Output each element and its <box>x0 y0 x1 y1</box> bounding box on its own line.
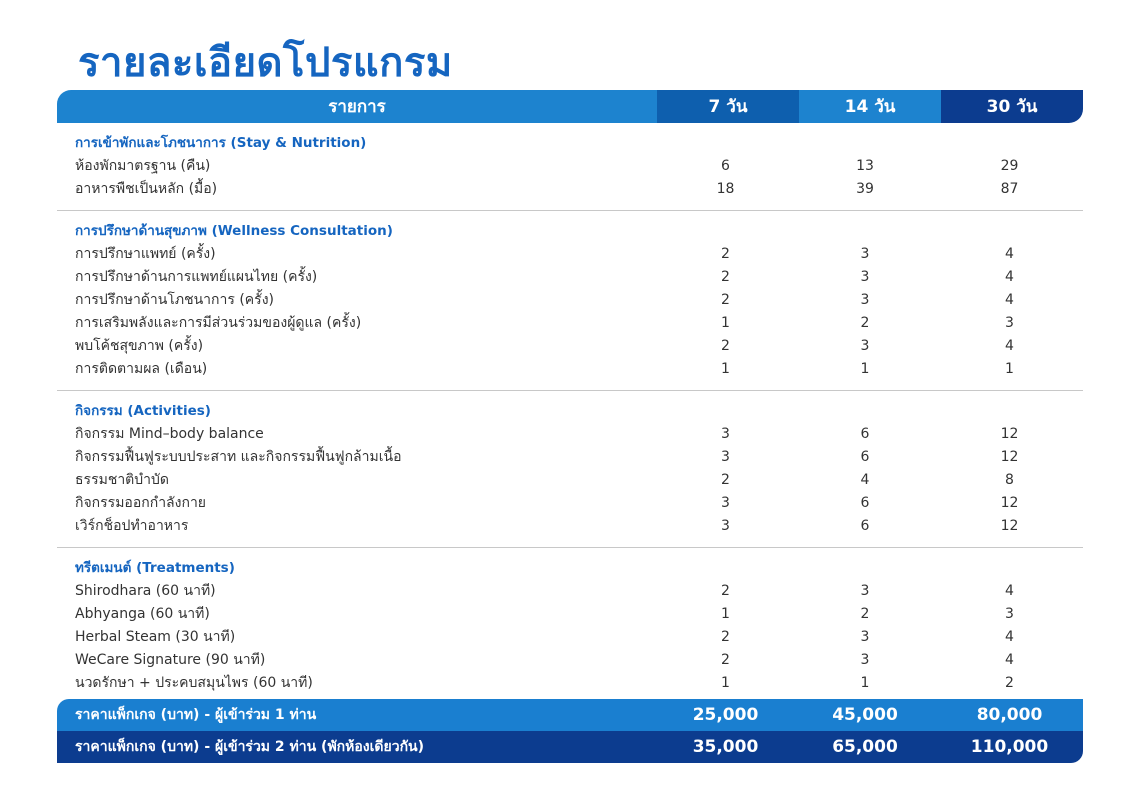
row-label: พบโค้ชสุขภาพ (ครั้ง) <box>75 337 204 354</box>
value-7-days: 3 <box>721 517 730 534</box>
row-label: นวดรักษา + ประคบสมุนไพร (60 นาที) <box>75 674 313 691</box>
row-label: ห้องพักมาตรฐาน (คืน) <box>75 157 211 174</box>
value-7-days: 1 <box>721 674 730 691</box>
value-7-days: 3 <box>721 494 730 511</box>
row-label: Abhyanga (60 นาที) <box>75 605 210 622</box>
table-row <box>57 625 1083 648</box>
section <box>57 211 1083 391</box>
row-label: Shirodhara (60 นาที) <box>75 582 216 599</box>
value-30-days: 3 <box>1005 605 1014 622</box>
table-row <box>57 422 1083 445</box>
table-row <box>57 334 1083 357</box>
value-30-days: 4 <box>1005 245 1014 262</box>
value-14-days: 3 <box>860 268 870 285</box>
value-30-days: 3 <box>1005 314 1014 331</box>
row-label: อาหารพืชเป็นหลัก (มื้อ) <box>75 180 218 197</box>
table-row <box>57 357 1083 380</box>
table-row <box>57 648 1083 671</box>
table-row <box>57 154 1083 177</box>
price-14-days: 65,000 <box>832 737 898 757</box>
value-30-days: 1 <box>1005 360 1014 377</box>
price-7-days: 35,000 <box>692 737 759 757</box>
value-30-days: 8 <box>1005 471 1014 488</box>
value-7-days: 1 <box>721 605 730 622</box>
row-label: การปรึกษาด้านโภชนาการ (ครั้ง) <box>75 291 274 308</box>
section <box>57 548 1083 699</box>
value-30-days: 87 <box>1000 180 1019 197</box>
value-7-days: 3 <box>721 448 730 465</box>
value-14-days: 4 <box>860 471 870 488</box>
table-row <box>57 602 1083 625</box>
row-label: การปรึกษาด้านการแพทย์แผนไทย (ครั้ง) <box>75 268 318 285</box>
value-30-days: 4 <box>1005 291 1014 308</box>
value-7-days: 2 <box>721 268 730 285</box>
value-7-days: 2 <box>721 628 730 645</box>
value-14-days: 1 <box>860 360 870 377</box>
value-7-days: 2 <box>721 245 730 262</box>
program-table <box>57 90 1083 763</box>
value-14-days: 1 <box>860 674 870 691</box>
value-30-days: 4 <box>1005 651 1014 668</box>
table-row <box>57 671 1083 694</box>
value-14-days: 6 <box>860 448 870 465</box>
value-30-days: 4 <box>1005 582 1014 599</box>
price-7-days: 25,000 <box>692 705 759 725</box>
section-title: การเข้าพักและโภชนาการ (Stay & Nutrition) <box>75 135 367 151</box>
table-row <box>57 288 1083 311</box>
table-row <box>57 242 1083 265</box>
price-30-days: 80,000 <box>976 705 1043 725</box>
value-30-days: 4 <box>1005 628 1014 645</box>
value-30-days: 12 <box>1000 448 1019 465</box>
section-title: กิจกรรม (Activities) <box>75 403 211 419</box>
value-30-days: 4 <box>1005 337 1014 354</box>
value-7-days: 3 <box>721 425 730 442</box>
price-30-days: 110,000 <box>970 737 1049 757</box>
section-title: การปรึกษาด้านสุขภาพ (Wellness Consultation) <box>75 223 393 239</box>
header-7-days: 7 วัน <box>657 90 799 123</box>
value-14-days: 3 <box>860 582 870 599</box>
row-label: เวิร์กช็อปทำอาหาร <box>75 517 189 534</box>
table-row <box>57 514 1083 537</box>
value-30-days: 29 <box>1000 157 1019 174</box>
section-title: ทรีตเมนต์ (Treatments) <box>75 560 235 576</box>
value-30-days: 2 <box>1005 674 1014 691</box>
row-label: การปรึกษาแพทย์ (ครั้ง) <box>75 245 216 262</box>
value-7-days: 2 <box>721 651 730 668</box>
page-title: รายละเอียดโปรแกรม <box>78 40 453 86</box>
header-item: รายการ <box>57 90 657 123</box>
value-7-days: 2 <box>721 291 730 308</box>
value-14-days: 2 <box>860 605 870 622</box>
table-header <box>57 90 1083 123</box>
price-row <box>57 731 1083 763</box>
value-14-days: 3 <box>860 651 870 668</box>
price-14-days: 45,000 <box>832 705 898 725</box>
value-14-days: 6 <box>860 517 870 534</box>
value-7-days: 2 <box>721 471 730 488</box>
price-label: ราคาแพ็กเกจ (บาท) - ผู้เข้าร่วม 1 ท่าน <box>75 707 317 723</box>
value-7-days: 1 <box>721 360 730 377</box>
section <box>57 391 1083 548</box>
value-7-days: 1 <box>721 314 730 331</box>
value-14-days: 3 <box>860 245 870 262</box>
header-14-days: 14 วัน <box>799 90 941 123</box>
row-label: ธรรมชาติบำบัด <box>75 471 169 488</box>
value-30-days: 12 <box>1000 517 1019 534</box>
row-label: WeCare Signature (90 นาที) <box>75 651 266 668</box>
value-14-days: 3 <box>860 337 870 354</box>
value-7-days: 6 <box>721 157 730 174</box>
value-30-days: 12 <box>1000 425 1019 442</box>
value-14-days: 2 <box>860 314 870 331</box>
row-label: การติดตามผล (เดือน) <box>75 360 208 377</box>
table-row <box>57 311 1083 334</box>
value-14-days: 13 <box>856 157 874 174</box>
section <box>57 123 1083 211</box>
price-row <box>57 699 1083 731</box>
header-30-days: 30 วัน <box>941 90 1083 123</box>
table-row <box>57 579 1083 602</box>
price-rows <box>57 699 1083 763</box>
table-row <box>57 265 1083 288</box>
row-label: Herbal Steam (30 นาที) <box>75 628 236 645</box>
table-body <box>57 123 1083 699</box>
row-label: กิจกรรมออกกำลังกาย <box>75 494 207 511</box>
table-row <box>57 491 1083 514</box>
value-7-days: 18 <box>716 180 735 197</box>
row-label: กิจกรรม Mind–body balance <box>75 425 264 442</box>
table-row <box>57 468 1083 491</box>
value-14-days: 3 <box>860 628 870 645</box>
value-14-days: 3 <box>860 291 870 308</box>
value-14-days: 6 <box>860 494 870 511</box>
row-label: การเสริมพลังและการมีส่วนร่วมของผู้ดูแล (ครั้ง) <box>75 314 362 331</box>
table-row <box>57 177 1083 200</box>
value-30-days: 12 <box>1000 494 1019 511</box>
value-7-days: 2 <box>721 337 730 354</box>
value-14-days: 6 <box>860 425 870 442</box>
value-7-days: 2 <box>721 582 730 599</box>
price-label: ราคาแพ็กเกจ (บาท) - ผู้เข้าร่วม 2 ท่าน (พักห้องเดียวกัน) <box>75 739 425 755</box>
table-row <box>57 445 1083 468</box>
value-14-days: 39 <box>856 180 874 197</box>
row-label: กิจกรรมฟื้นฟูระบบประสาท และกิจกรรมฟื้นฟูกล้ามเนื้อ <box>75 448 402 465</box>
value-30-days: 4 <box>1005 268 1014 285</box>
